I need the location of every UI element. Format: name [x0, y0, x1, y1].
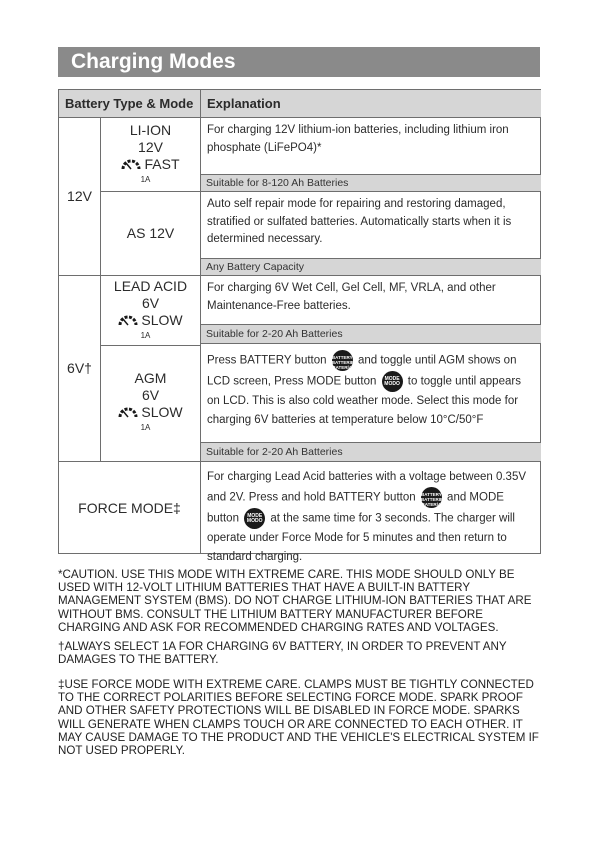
force-text-3: at the same time for 3 seconds. The charger will operate under Force Mode for 5 minutes and then return to standard charging. [207, 512, 515, 563]
mode-lead-acid [101, 276, 201, 346]
speed-indicator [118, 312, 182, 330]
amp-label: 1A [140, 330, 151, 340]
gauge-icon [121, 156, 141, 174]
dagger-note: †ALWAYS SELECT 1A FOR CHARGING 6V BATTERY, IN ORDER TO PREVENT ANY DAMAGES TO THE BATTERY. [58, 640, 507, 667]
force-text-1: For charging Lead Acid batteries with a voltage between 0.35V and 2V. Press and hold BATTERY button [207, 471, 527, 504]
mode-as-12v [101, 192, 201, 276]
force-text-2: and MODE button [207, 491, 504, 525]
header-battery-type: Battery Type & Mode [59, 90, 201, 118]
gauge-icon [118, 404, 138, 422]
mode-voltage: 6V [141, 386, 160, 403]
explanation-li-ion: For charging 12V lithium-ion batteries, including lithium iron phosphate (LiFePO4)* [207, 124, 509, 154]
mode-agm [101, 344, 201, 462]
note-li-ion: Suitable for 8-120 Ah Batteries [201, 174, 541, 192]
section-title: Charging Modes [58, 47, 540, 77]
mode-voltage: 6V [141, 294, 160, 311]
mode-name: FORCE MODE‡ [78, 499, 181, 516]
mode-button-icon: MODE MODO [382, 371, 403, 392]
agm-text-3: to toggle until appears on LCD. This is also cold weather mode. Select this mode for charging 6V batteries at temperature below 10°C/50°F [207, 375, 521, 426]
speed-label: SLOW [141, 404, 183, 420]
mode-name: LI-ION [129, 121, 172, 138]
group-6v-text: 6V† [67, 360, 92, 376]
speed-indicator [118, 404, 182, 422]
note-agm: Suitable for 2-20 Ah Batteries [201, 442, 541, 462]
group-6v-label [59, 276, 101, 462]
agm-text-1: Press BATTERY button [207, 354, 327, 367]
amp-label: 1A [140, 174, 151, 184]
mode-li-ion [101, 118, 201, 192]
group-12v-label [59, 118, 101, 276]
mode-name: AS 12V [126, 225, 175, 241]
mode-button-icon: MODE MODO [244, 508, 265, 529]
mode-name: AGM [134, 369, 167, 386]
mode-force [59, 462, 201, 554]
note-lead-acid: Suitable for 2-20 Ah Batteries [201, 324, 541, 344]
caution-note: *CAUTION. USE THIS MODE WITH EXTREME CARE. THIS MODE SHOULD ONLY BE USED WITH 12-VOLT LITHIUM BATTERIES THAT HAVE A BUILT-IN BATTERY MANAGEMENT SYSTEM (BMS). DO NOT CHARGE LITHIUM-ION BATTERIES THAT ARE WITHOUT BMS. CONSULT THE LITHIUM BATTERY MANUFACTURER BEFORE CHARGING AND ASK FOR RECOMMENDED CHARGING RATES AND VOLTAGES. [58, 568, 532, 634]
note-as-12v: Any Battery Capacity [201, 258, 541, 276]
agm-text-2: and toggle until AGM shows on LCD screen, Press MODE button [207, 354, 517, 388]
speed-label: SLOW [141, 312, 183, 328]
speed-label: FAST [144, 156, 180, 172]
amp-label: 1A [140, 422, 151, 432]
speed-indicator [121, 156, 179, 174]
explanation-agm [201, 344, 541, 442]
explanation-force [201, 462, 541, 563]
gauge-icon [118, 312, 138, 330]
group-12v-text: 12V [67, 188, 92, 204]
battery-button-icon: BATTERY BATTERIE BATERÍA [421, 487, 442, 508]
battery-button-icon: BATTERY BATTERIE BATERÍA [332, 350, 353, 371]
charging-modes-table [58, 89, 541, 563]
header-explanation: Explanation [201, 90, 541, 118]
explanation-as-12v: Auto self repair mode for repairing and restoring damaged, stratified or sulfated batteries. Automatically starts when it is determined necessary. [207, 198, 512, 245]
explanation-lead-acid: For charging 6V Wet Cell, Gel Cell, MF, VRLA, and other Maintenance-Free batteries. [207, 282, 496, 312]
mode-name: LEAD ACID [113, 277, 188, 294]
double-dagger-note: ‡USE FORCE MODE WITH EXTREME CARE. CLAMPS MUST BE TIGHTLY CONNECTED TO THE CORRECT POLARITIES BEFORE SELECTING FORCE MODE. SPARK PROOF AND OTHER SAFETY PROTECTIONS WILL BE DISABLED IN FORCE MODE. SPARKS WILL GENERATE WHEN CLAMPS TOUCH OR ARE CONNECTED TO EACH OTHER. IT MAY CAUSE DAMAGE TO THE PRODUCT AND THE VEHICLE'S ELECTRICAL SYSTEM IF NOT USED PROPERLY. [58, 678, 539, 758]
mode-voltage: 12V [138, 138, 163, 155]
